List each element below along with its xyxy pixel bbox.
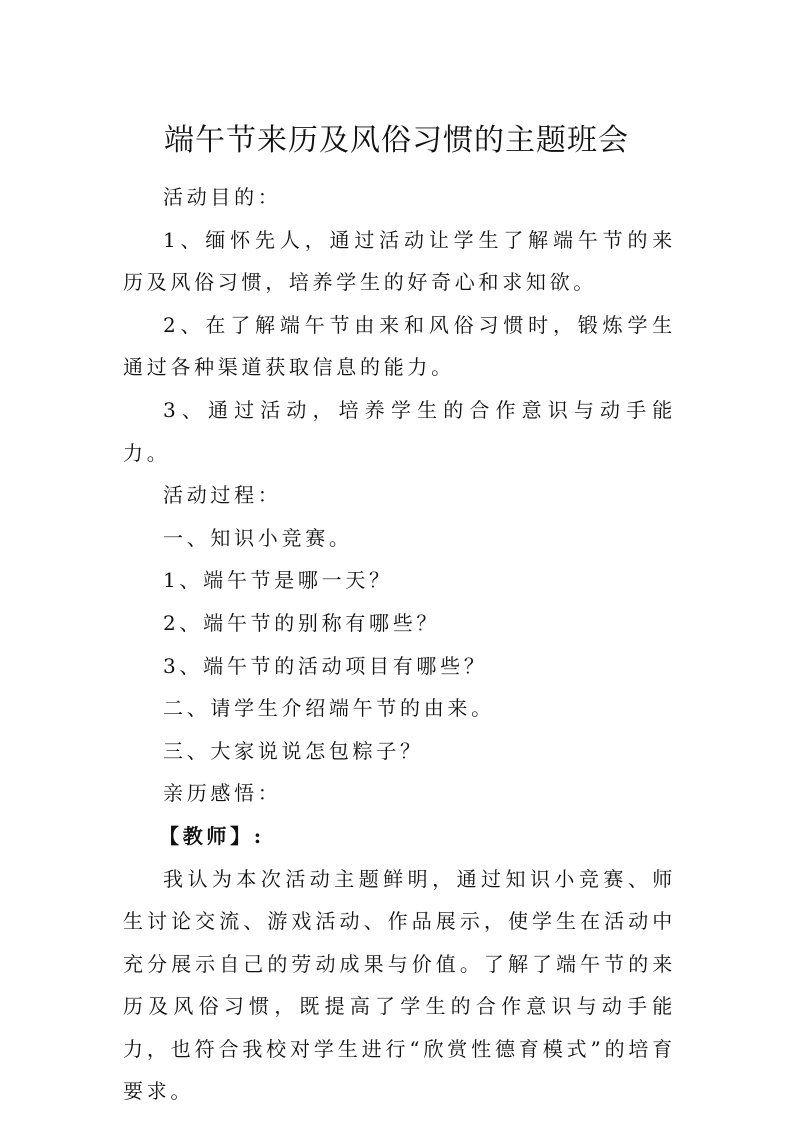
process-item: 三、大家说说怎包粽子？ <box>163 738 424 763</box>
process-item: 2、端午节的别称有哪些？ <box>163 610 441 635</box>
reflection-heading: 亲历感悟： <box>163 781 282 806</box>
purpose-item: 3、通过活动，培养学生的合作意识与动手能力。 <box>123 397 676 465</box>
process-item: 1、端午节是哪一天？ <box>163 568 393 593</box>
process-item: 3、端午节的活动项目有哪些？ <box>163 653 488 678</box>
process-item: 一、知识小竞赛。 <box>163 525 353 550</box>
document-body <box>123 176 676 1113</box>
purpose-item: 2、在了解端午节由来和风俗习惯时，锻炼学生通过各种渠道获取信息的能力。 <box>123 312 676 380</box>
document-title: 端午节来历及风俗习惯的主题班会 <box>164 123 629 158</box>
teacher-label: 【教师】: <box>159 823 265 848</box>
purpose-item: 1、缅怀先人，通过活动让学生了解端午节的来历及风俗习惯，培养学生的好奇心和求知欲。 <box>123 227 676 295</box>
teacher-text: 我认为本次活动主题鲜明，通过知识小竞赛、师生讨论交流、游戏活动、作品展示，使学生在活动中充分展示自己的劳动成果与价值。了解了端午节的来历及风俗习惯，既提高了学生的合作意识与动手能力，也符合我校对学生进行“欣赏性德育模式”的培育要求。 <box>123 866 676 1104</box>
purpose-heading: 活动目的： <box>163 185 282 209</box>
process-item: 二、请学生介绍端午节的由来。 <box>163 696 495 721</box>
process-heading: 活动过程： <box>163 483 282 508</box>
